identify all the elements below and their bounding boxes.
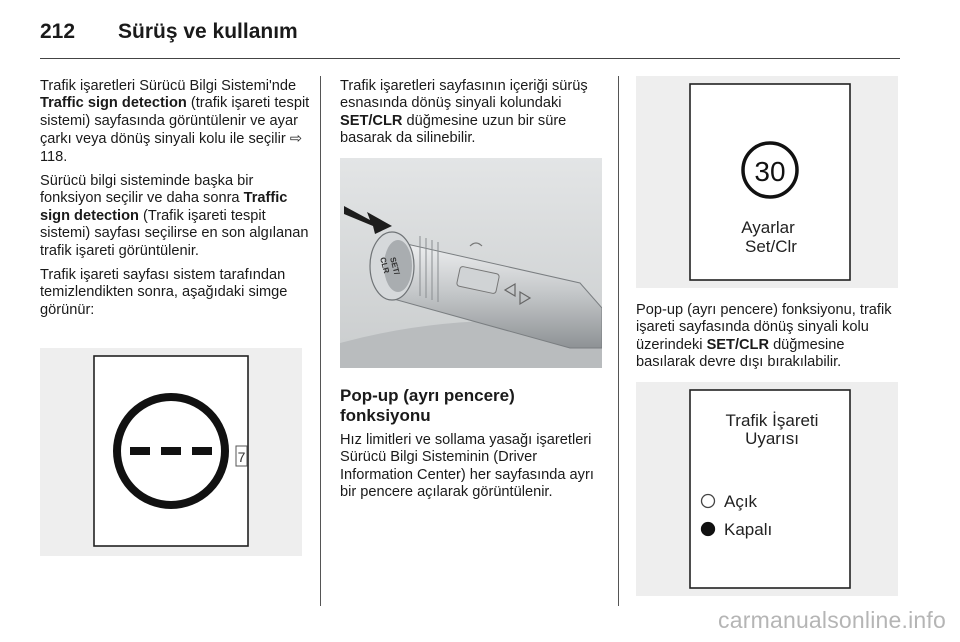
text: (Trafik işareti tespit sistemi) sayfası seçilirse en son algılanan trafik işareti görüntülenir. [40,207,309,259]
dash-icon [130,447,150,455]
corner-glyph: 7 [237,449,246,465]
bold-term: Traffic sign detection [40,95,187,112]
dash-icon [192,447,212,455]
column-3 [636,302,906,379]
text: (trafik işareti tespit sistemi) sayfasında görüntülenir ve ayar çarkı veya dönüş sinyali kolu ile seçilir [40,95,310,148]
page-ref-arrow-icon: ⇨ [289,130,303,148]
text: Sürücü bilgi sisteminde başka bir fonksiyon seçilir ve daha sonra [40,173,254,207]
speed-value: 30 [754,156,786,187]
page-number: 212 [40,20,76,43]
col2-paragraph-1 [340,78,608,148]
text: Trafik işaretleri Sürücü Bilgi Sistemi'nde [40,78,297,94]
text: Hız limitleri ve sollama yasağı işaretleri Sürücü Bilgi Sisteminin (Driver Information Center) her sayfasında ayrı bir pencere açılarak görüntülenir. [340,432,594,501]
column-divider-1 [320,76,321,606]
display-line-2: Set/Clr [745,237,797,256]
figure-traffic-sign-menu [636,382,898,596]
page-header [40,18,900,48]
col2-paragraph-2 [340,432,608,502]
figure-speed-limit-display [636,76,898,288]
text: düğmesine uzun bir süre basarak da silinebilir. [340,112,567,147]
menu-option-off: Kapalı [724,520,773,539]
lever-button-label: SET/ [388,256,402,276]
column-2 [340,78,608,155]
figure-turn-signal-lever [340,158,602,368]
watermark: carmanualsonline.info [718,607,946,633]
text: Trafik işaretleri sayfasının içeriği sürüş esnasında dönüş sinyali kolundaki [340,78,588,112]
display-line-1: Ayarlar [741,218,795,237]
section-title: Pop-up (ayrı pencere) fonksiyonu [340,386,515,425]
bold-term: Traffic sign detection [40,190,288,224]
figure-sign-cleared [40,348,302,556]
bold-term: SET/CLR [706,336,770,353]
menu-title-line-1: Trafik İşareti [725,411,819,430]
col3-paragraph-1 [636,302,906,372]
column-2-section [340,386,608,509]
text: Trafik işareti sayfası sistem tarafından temizlendikten sonra, aşağıdaki simge görünür: [40,267,288,318]
column-divider-2 [618,76,619,606]
menu-option-on: Açık [724,492,758,511]
page-ref: 118. [40,148,68,165]
bold-term: SET/CLR [340,112,403,129]
text: düğmesine basılarak devre dışı bırakılabilir. [636,336,845,371]
radio-unselected-icon [702,495,715,508]
col1-paragraph-3 [40,267,312,319]
radio-selected-icon [702,523,715,536]
text: Pop-up (ayrı pencere) fonksiyonu, trafik işareti sayfasında dönüş sinyali kolu üzerindeki [636,302,892,353]
column-1 [40,78,312,326]
dash-icon [161,447,181,455]
chapter-title: Sürüş ve kullanım [118,20,298,43]
header-rule [40,58,900,59]
lever-button-label: CLR [378,256,392,275]
menu-title-line-2: Uyarısı [745,429,799,448]
col1-paragraph-2 [40,173,312,260]
col1-paragraph-1 [40,78,312,166]
